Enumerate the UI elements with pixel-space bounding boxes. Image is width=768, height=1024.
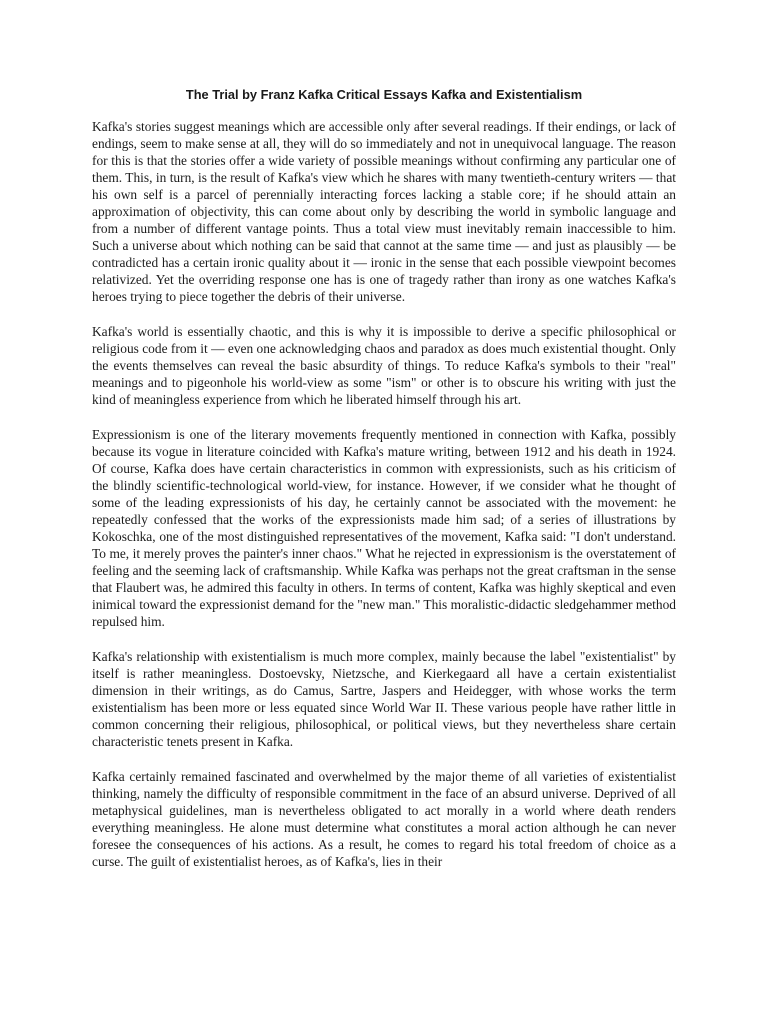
paragraph-5: Kafka certainly remained fascinated and overwhelmed by the major theme of all varieties of existentialist thinking, namely the difficulty of responsible commitment in the face of an absurd universe. Deprived of all metaphysical guidelines, man is nevertheless obligated to act morally in a world where death renders everything meaningless. He alone must determine what constitutes a moral action although he can never foresee the consequences of his actions. As a result, he comes to regard his total freedom of choice as a curse. The guilt of existentialist heroes, as of Kafka's, lies in their (92, 768, 676, 869)
document-title: The Trial by Franz Kafka Critical Essays Kafka and Existentialism (185, 87, 583, 102)
paragraph-4: Kafka's relationship with existentialism is much more complex, mainly because the label "existentialist" by itself is rather meaningless. Dostoevsky, Nietzsche, and Kierkegaard all have a certain existentialist dimension in their writings, as do Camus, Sartre, Jaspers and Heidegger, with whose works the term existentialism has been more or less equated since World War II. These various people have rather little in common concerning their religious, philosophical, or political views, but they nevertheless share certain characteristic tenets present in Kafka. (92, 648, 676, 750)
document-body (92, 118, 676, 887)
paragraph-1: Kafka's stories suggest meanings which are accessible only after several readings. If their endings, or lack of endings, seem to make sense at all, they will do so immediately and not in unequivocal language. The reason for this is that the stories offer a wide variety of possible meanings without confirming any particular one of them. This, in turn, is the result of Kafka's view which he shares with many twentieth-century writers — that his own self is a parcel of perennially interacting forces lacking a stable core; if he should attain an approximation of objectivity, this can come about only by describing the world in symbolic language and from a number of different vantage points. Thus a total view must inevitably remain inaccessible to him. Such a universe about which nothing can be said that cannot at the same time — and just as plausibly — be contradicted has a certain ironic quality about it — ironic in the sense that each possible viewpoint becomes relativized. Yet the overriding response one has is one of tragedy rather than irony as one watches Kafka's heroes trying to piece together the debris of their universe. (92, 119, 676, 305)
paragraph-3: Expressionism is one of the literary movements frequently mentioned in connection with Kafka, possibly because its vogue in literature coincided with Kafka's mature writing, between 1912 and his death in 1924. Of course, Kafka does have certain characteristics in common with expressionists, such as his criticism of the blindly scientific-technological world-view, for instance. However, if we consider what he thought of some of the leading expressionists of his day, he certainly cannot be associated with the movement: he repeatedly confessed that the works of the expressionists made him sad; of a series of illustrations by Kokoschka, one of the most distinguished representatives of the movement, Kafka said: "I don't understand. To me, it merely proves the painter's inner chaos." What he rejected in expressionism is the overstatement of feeling and the seeming lack of craftsmanship. While Kafka was perhaps not the great craftsman in the sense that Flaubert was, he admired this faculty in others. In terms of content, Kafka was highly skeptical and even inimical toward the expressionist demand for the "new man." This moralistic-didactic sledgehammer method repulsed him. (92, 426, 676, 630)
paragraph-2: Kafka's world is essentially chaotic, and this is why it is impossible to derive a specific philosophical or religious code from it — even one acknowledging chaos and paradox as does much existential thought. Only the events themselves can reveal the basic absurdity of things. To reduce Kafka's symbols to their "real" meanings and to pigeonhole his world-view as some "ism" or other is to obscure his writing with just the kind of meaningless experience from which he liberated himself through his art. (92, 324, 676, 408)
